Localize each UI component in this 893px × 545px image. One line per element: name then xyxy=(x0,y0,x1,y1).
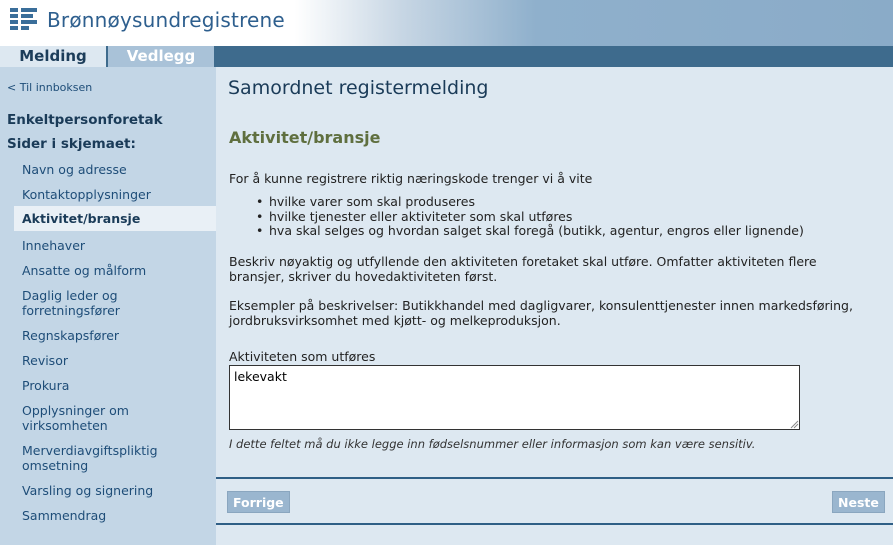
logo[interactable] xyxy=(10,8,285,32)
activity-field-label: Aktiviteten som utføres xyxy=(229,349,376,364)
sidebar-item-regnskapsforer[interactable]: Regnskapsfører xyxy=(22,328,120,343)
resize-grip-icon[interactable] xyxy=(790,420,799,429)
sidebar-item-innehaver[interactable]: Innehaver xyxy=(22,238,86,253)
section-title: Aktivitet/bransje xyxy=(229,128,381,147)
sidebar-item-varsling-og-signering[interactable]: Varsling og signering xyxy=(22,483,154,498)
sidebar-item-aktivitet-bransje[interactable]: Aktivitet/bransje xyxy=(14,206,216,231)
form-pages-heading: Sider i skjemaet: xyxy=(7,136,136,152)
sidebar-item-merverdiavgiftspliktig-omsetning[interactable]: Merverdiavgiftspliktig omsetning xyxy=(22,443,158,473)
sidebar-item-ansatte-og-malform[interactable]: Ansatte og målform xyxy=(22,263,147,278)
divider xyxy=(216,523,893,525)
sensitive-info-hint: I dette feltet må du ikke legge inn fødselsnummer eller informasjon som kan være sensitiv. xyxy=(229,437,756,451)
description-text: Beskriv nøyaktig og utfyllende den aktiviteten foretaket skal utføre. Omfatter aktiviteten flere bransjer, skriver du hovedaktiviteten først. xyxy=(229,254,817,284)
back-to-inbox-link[interactable]: < Til innboksen xyxy=(7,81,93,94)
previous-button[interactable]: Forrige xyxy=(227,491,290,513)
sidebar-item-revisor[interactable]: Revisor xyxy=(22,353,68,368)
sidebar-item-opplysninger-om-virksomheten[interactable]: Opplysninger om virksomheten xyxy=(22,403,129,433)
examples-text: Eksempler på beskrivelser: Butikkhandel med dagligvarer, konsulenttjenester innen markedsføring, jordbruksvirksomhet med kjøtt- og melkeproduksjon. xyxy=(229,298,853,328)
organization-type: Enkeltpersonforetak xyxy=(7,112,163,128)
sidebar-item-sammendrag[interactable]: Sammendrag xyxy=(22,508,107,523)
activity-textarea[interactable] xyxy=(229,365,800,430)
sidebar-item-navn-og-adresse[interactable]: Navn og adresse xyxy=(22,162,127,177)
divider xyxy=(216,477,893,479)
tab-bar xyxy=(0,46,893,67)
list-item: • hvilke varer som skal produseres xyxy=(256,195,804,210)
sidebar xyxy=(0,67,216,545)
page-title: Samordnet registermelding xyxy=(228,77,489,99)
next-button[interactable]: Neste xyxy=(832,491,885,513)
list-item: • hva skal selges og hvordan salget skal foregå (butikk, agentur, engros eller lignende) xyxy=(256,224,804,239)
tab-melding[interactable]: Melding xyxy=(0,46,106,67)
brand-name: Brønnøysundregistrene xyxy=(47,8,285,32)
sidebar-item-daglig-leder[interactable]: Daglig leder og forretningsfører xyxy=(22,288,120,318)
brreg-logo-icon xyxy=(10,8,37,32)
intro-text: For å kunne registrere riktig næringskode trenger vi å vite xyxy=(229,171,593,186)
header-bar xyxy=(0,0,893,46)
sidebar-item-prokura[interactable]: Prokura xyxy=(22,378,70,393)
sidebar-item-kontaktopplysninger[interactable]: Kontaktopplysninger xyxy=(22,187,151,202)
list-item: • hvilke tjenester eller aktiviteter som skal utføres xyxy=(256,210,804,225)
main-content xyxy=(216,67,893,545)
requirements-list xyxy=(256,195,804,239)
tab-vedlegg[interactable]: Vedlegg xyxy=(108,46,214,67)
